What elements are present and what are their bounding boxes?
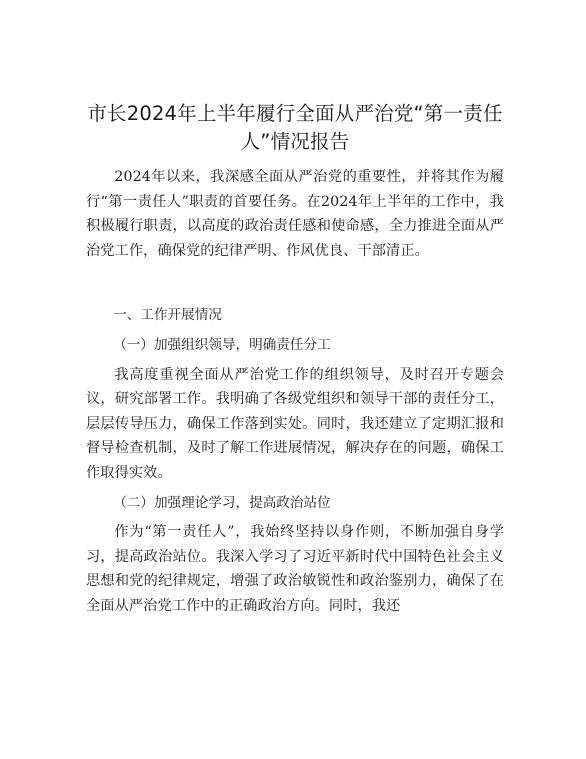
subsection-heading-organization: （一）加强组织领导，明确责任分工 [113, 336, 331, 353]
intro-paragraph: 2024年以来，我深感全面从严治党的重要性，并将其作为履行“第一责任人”职责的首要任务。在2024年上半年的工作中，我积极履行职责，以高度的政治责任感和使命感，全力推进全面从严治党工作，确保党的纪律严明、作风优良、干部清正。 [86, 169, 504, 259]
section-heading-work-progress: 一、工作开展情况 [113, 307, 222, 324]
subsection-body-theory-study: 作为“第一责任人”，我始终坚持以身作则，不断加强自身学习，提高政治站位。我深入学习了习近平新时代中国特色社会主义思想和党的纪律规定，增强了政治敏锐性和政治鉴别力，确保了在全面从严治党工作中的正确政治方向。同时，我还 [86, 524, 504, 614]
subsection-heading-theory-study: （二）加强理论学习，提高政治站位 [113, 494, 331, 511]
subsection-body-organization: 我高度重视全面从严治党工作的组织领导，及时召开专题会议，研究部署工作。我明确了各级党组织和领导干部的责任分工，层层传导压力，确保工作落到实处。同时，我还建立了定期汇报和督导检查机制，及时了解工作进展情况，解决存在的问题，确保工作取得实效。 [86, 366, 504, 481]
document-title: 市长2024年上半年履行全面从严治党“第一责任人”情况报告 [87, 102, 503, 153]
document-page [86, 100, 504, 619]
